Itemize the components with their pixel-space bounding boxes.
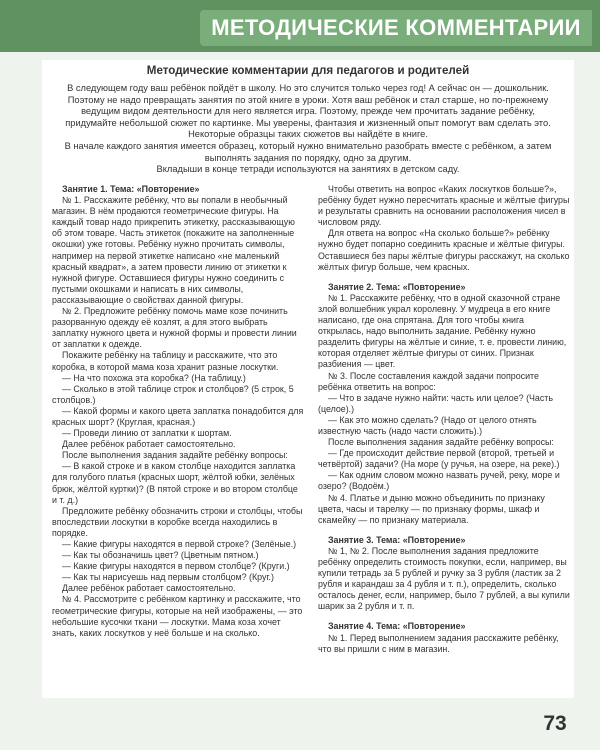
- intro-paragraph: Вкладыши в конце тетради используются на занятиях в детском саду.: [156, 164, 460, 175]
- header-title: МЕТОДИЧЕСКИЕ КОММЕНТАРИИ: [200, 10, 592, 46]
- body-paragraph: Для ответа на вопрос «На сколько больше?» ребёнку нужно будет попарно соединить красные и жёлтые фигуры. Оставшиеся без пары жёлтые фигуры расскажут, на сколько жёлтых фигур больше, чем красных.: [318, 228, 570, 272]
- body-paragraph: — На что похожа эта коробка? (На таблицу.): [62, 372, 246, 383]
- body-paragraph: — Как это можно сделать? (Надо от целого отнять известную часть (надо части сложить).): [318, 414, 537, 436]
- body-paragraph: № 1. Расскажите ребёнку, что вы попали в необычный магазин. В нём продаются геометрические фигуры. На каждый товар надо прикрепить этикетку, рассказывающую об этом товаре. Часть этикеток (покажите на заполненные окошки) уже готовы. Ребёнку нужно прочитать символы, например на первой этикетке написано «не маленький красный квадрат», а затем провести линию от этикетки к нужной фигуре. Оставшиеся фигуры нужно соединить с пустыми окошками и написать в них символы, рассказывающие о свойствах данной фигуры.: [52, 195, 295, 305]
- section-gap: [318, 526, 570, 535]
- intro-paragraph: В начале каждого занятия имеется образец, который нужно внимательно разобрать вместе с ребёнком, а затем выполнять задания по порядку, одно за другим.: [64, 140, 552, 163]
- lesson-heading: Занятие 4. Тема: «Повторение»: [328, 621, 466, 632]
- body-paragraph: — Как ты обозначишь цвет? (Цветным пятном.): [62, 550, 259, 561]
- right-column: [318, 184, 570, 655]
- section-gap: [318, 273, 570, 282]
- body-paragraph: После выполнения задания задайте ребёнку вопросы:: [62, 450, 288, 461]
- header-banner: [0, 0, 600, 52]
- body-paragraph: Чтобы ответить на вопрос «Каких лоскутков больше?», ребёнку будет нужно пересчитать красные и жёлтые фигуры и результаты сравнить на основании расположения чисел в числовом ряду.: [318, 184, 570, 228]
- body-paragraph: № 1. Расскажите ребёнку, что в одной сказочной стране злой волшебник украл королевну. У мудреца в его книге написано, где она спрятана. Для того чтобы книга открылась, надо выполнить задание. Ребёнку нужно разделить фигуры на жёлтые и синие, т. е. провести линию, которая отделяет жёлтые фигуры от синих. Признак разбиения — цвет.: [318, 292, 567, 370]
- intro-text: [56, 83, 560, 176]
- body-paragraph: — Где происходит действие первой (второй, третьей и четвёртой) задачи? (На море (у ручья, на озере, на реке).): [318, 448, 560, 470]
- body-paragraph: — Что в задаче нужно найти: часть или целое? (Часть (целое).): [318, 392, 553, 414]
- body-paragraph: — Сколько в этой таблице строк и столбцов? (5 строк, 5 столбцов.): [52, 383, 294, 405]
- body-paragraph: № 4. Платье и дыню можно объединить по признаку цвета, часы и тарелку — по признаку формы, шкаф и скамейку — по признаку материала.: [318, 492, 545, 525]
- body-paragraph: Предложите ребёнку обозначить строки и столбцы, чтобы впоследствии лоскутки в коробке всегда находились в порядке.: [52, 505, 303, 538]
- lesson-heading: Занятие 1. Тема: «Повторение»: [62, 184, 200, 194]
- body-paragraph: № 4. Рассмотрите с ребёнком картинку и расскажите, что геометрические фигуры, которые на ней изображены, — это небольшие кусочки ткани — лоскутки. Мама коза хочет знать, каких лоскутков у неё больше и на сколько.: [52, 594, 303, 638]
- body-paragraph: — Какие фигуры находятся в первом столбце? (Круги.): [62, 561, 290, 572]
- left-column: [52, 184, 304, 639]
- section-gap: [318, 612, 570, 621]
- body-paragraph: № 1. Перед выполнением задания расскажите ребёнку, что вы пришли с ним в магазин.: [318, 632, 559, 654]
- body-paragraph: — В какой строке и в каком столбце находится заплатка для голубого платья (красных шорт, жёлтой юбки, зелёных брюк, жёлтой куртки)? (В пятой строке и во втором столбце и т. д.): [52, 461, 298, 505]
- intro-paragraph: В следующем году ваш ребёнок пойдёт в школу. Но это случится только через год! А сейчас он — дошкольник. Поэтому не надо превращать занятия по этой книге в уроки. Хотя ваш ребёнок и стал старше, но по-прежнему ведущим видом деятельности для него является игра. Поэтому, прежде чем прочитать задание ребёнку, придумайте небольшой сюжет по картинке. Мы уверены, фантазия и жизненный опыт помогут вам сделать это. Некоторые образцы таких сюжетов вы найдёте в книге.: [65, 83, 551, 140]
- lesson-heading: Занятие 2. Тема: «Повторение»: [328, 281, 466, 292]
- body-paragraph: № 2. Предложите ребёнку помочь маме козе починить разорванную одежду её козлят, а для этого выбрать заплатку нужного цвета и нужной формы и провести линии от заплатки к одежде.: [52, 306, 297, 350]
- body-paragraph: — Как ты нарисуешь над первым столбцом? (Круг.): [62, 572, 274, 583]
- lesson-heading: Занятие 3. Тема: «Повторение»: [328, 534, 466, 545]
- body-paragraph: № 1, № 2. После выполнения задания предложите ребёнку определить стоимость покупки, если, например, вы купили тетрадь за 5 рублей и ручку за 3 рубля (ластик за 2 рубля и карандаш за 4 рубля и т. п.), определить, сколько осталось денег, если, например, было 7 рублей, а вы купили шарик за 2 рубля и т. п.: [318, 545, 570, 612]
- section-subtitle: Методические комментарии для педагогов и родителей: [146, 64, 470, 77]
- body-paragraph: Далее ребёнок работает самостоятельно.: [62, 583, 236, 594]
- body-paragraph: — Как одним словом можно назвать ручей, реку, море и озеро? (Водоём.): [318, 470, 560, 492]
- body-paragraph: — Какой формы и какого цвета заплатка понадобится для красных шорт? (Круглая, красная.): [52, 405, 304, 427]
- body-paragraph: № 3. После составления каждой задачи попросите ребёнка ответить на вопрос:: [318, 370, 539, 392]
- content-area: [42, 60, 574, 698]
- body-paragraph: После выполнения задания задайте ребёнку вопросы:: [328, 437, 554, 448]
- body-paragraph: Покажите ребёнку на таблицу и расскажите, что это коробка, в которой мама коза хранит разные лоскутки.: [52, 350, 279, 372]
- page-number: 73: [543, 712, 567, 735]
- body-paragraph: — Какие фигуры находятся в первой строке? (Зелёные.): [62, 539, 297, 549]
- body-paragraph: Далее ребёнок работает самостоятельно.: [62, 439, 236, 450]
- two-column-body: [42, 184, 574, 698]
- body-paragraph: — Проведи линию от заплатки к шортам.: [62, 428, 232, 439]
